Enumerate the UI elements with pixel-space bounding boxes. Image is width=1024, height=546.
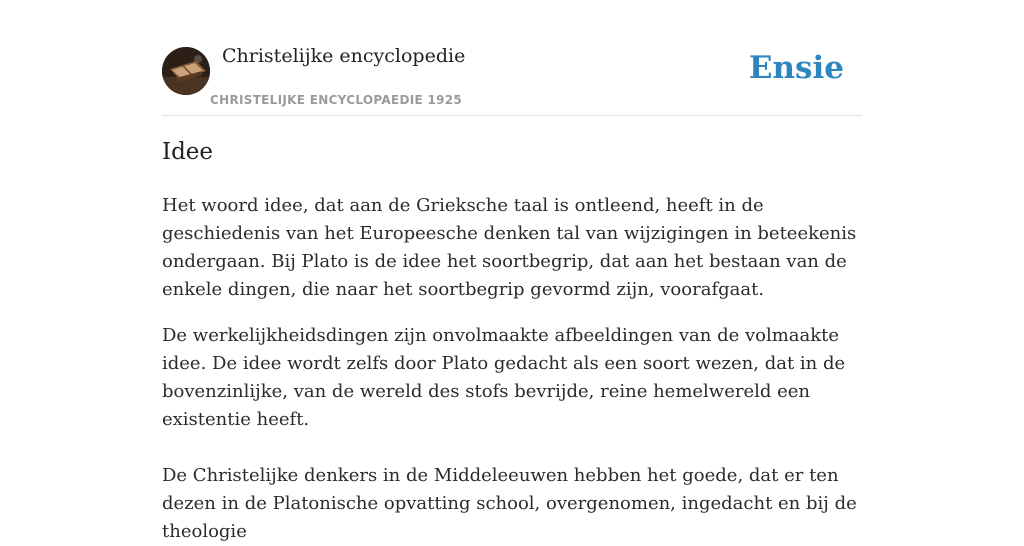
brand-logo[interactable]: Ensie [748,50,844,86]
article-paragraph: De Christelijke denkers in de Middeleeuwen hebben het goede, dat er ten dezen in de Platonische opvatting school, overgenomen, ingedacht en bij de theologie [162,465,857,542]
site-subtitle: CHRISTELIJKE ENCYCLOPAEDIE 1925 [210,93,463,107]
page [162,0,862,542]
page-title: Idee [162,139,214,165]
article-paragraph: De werkelijkheidsdingen zijn onvolmaakte afbeeldingen van de volmaakte idee. De idee wordt zelfs door Plato gedacht als een soort wezen, dat in de bovenzinlijke, van de wereld des stofs bevrijde, reine hemelwereld een existentie heeft. [162,325,846,430]
site-header [162,0,862,116]
site-name[interactable]: Christelijke encyclopedie [222,45,466,67]
article-body [162,192,862,546]
book-image-icon[interactable] [162,47,210,95]
article-paragraph: Het woord idee, dat aan de Grieksche taal is ontleend, heeft in de geschiedenis van het Europeesche denken tal van wijzigingen in beteekenis ondergaan. Bij Plato is de idee het soortbegrip, dat aan het bestaan van de enkele dingen, die naar het soortbegrip gevormd zijn, voorafgaat. [162,195,857,300]
